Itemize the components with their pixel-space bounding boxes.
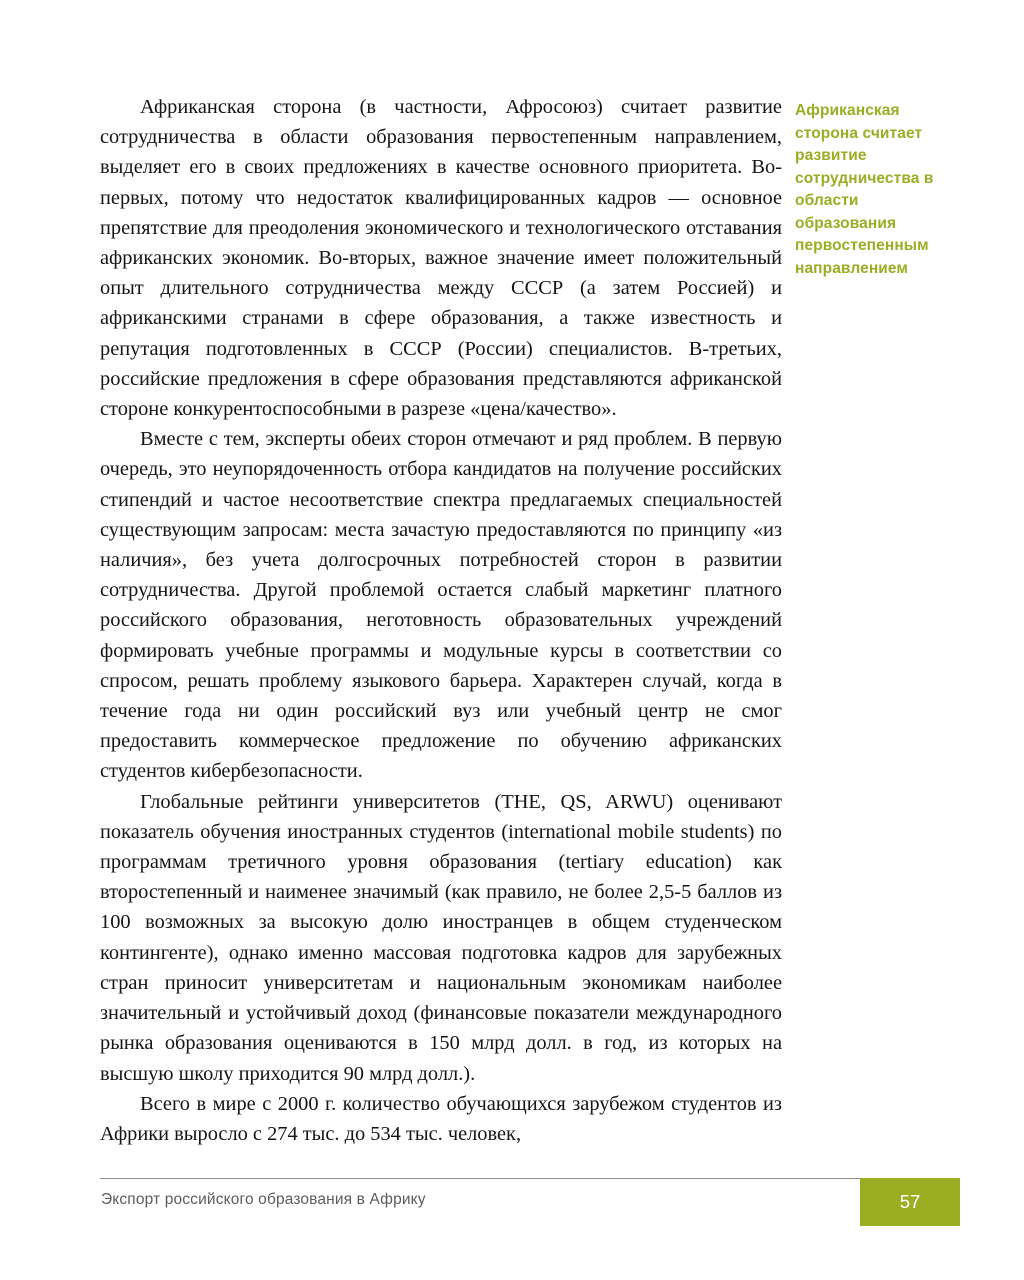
margin-note: Африканская сторона считает развитие сотрудничества в области образования первостепенным направлением — [795, 102, 934, 277]
footer-caption: Экспорт российского образования в Африку — [101, 1191, 426, 1208]
paragraph: Глобальные рейтинги университетов (THE, QS, ARWU) оценивают показатель обучения иностранных студентов (international mobile students) по программам третичного уровня образования (tertiary education) как второстепенный и наименее значимый (как правило, не более 2,5-5 баллов из 100 возможных за высокую долю иностранцев в общем студенческом контингенте), однако именно массовая подготовка кадров для зарубежных стран приносит университетам и национальным экономикам наиболее значительный и устойчивый доход (финансовые показатели международного рынка образования оцениваются в 150 млрд долл. в год, из которых на высшую школу приходится 90 млрд долл.). — [100, 790, 782, 1085]
body-text-column — [100, 92, 782, 1149]
paragraph: Вместе с тем, эксперты обеих сторон отмечают и ряд проблем. В первую очередь, это неупорядоченность отбора кандидатов на получение российских стипендий и частое несоответствие спектра предлагаемых специальностей существующим запросам: места зачастую предоставляются по принципу «из наличия», без учета долгосрочных потребностей сторон в развитии сотрудничества. Другой проблемой остается слабый маркетинг платного российского образования, неготовность образовательных учреждений формировать учебные программы и модульные курсы в соответствии со спросом, решать проблему языкового барьера. Характерен случай, когда в течение года ни один российский вуз или учебный центр не смог предоставить коммерческое предложение по обучению африканских студентов кибербезопасности. — [100, 428, 782, 783]
footer-divider — [100, 1178, 960, 1179]
paragraph: Всего в мире с 2000 г. количество обучающихся зарубежом студентов из Африки выросло с 274 тыс. до 534 тыс. человек, — [100, 1092, 782, 1145]
paragraph: Африканская сторона (в частности, Афросоюз) считает развитие сотрудничества в области образования первостепенным направлением, выделяет его в своих предложениях в качестве основного приоритета. Во-первых, потому что недостаток квалифицированных кадров — основное препятствие для преодоления экономического и технологического отставания африканских экономик. Во-вторых, важное значение имеет положительный опыт длительного сотрудничества между СССР (а затем Россией) и африканскими странами в сфере образования, а также известность и репутация подготовленных в СССР (России) специалистов. В-третьих, российские предложения в сфере образования представляются африканской стороне конкурентоспособными в разрезе «цена/качество». — [100, 96, 782, 421]
page-number: 57 — [899, 1191, 921, 1212]
